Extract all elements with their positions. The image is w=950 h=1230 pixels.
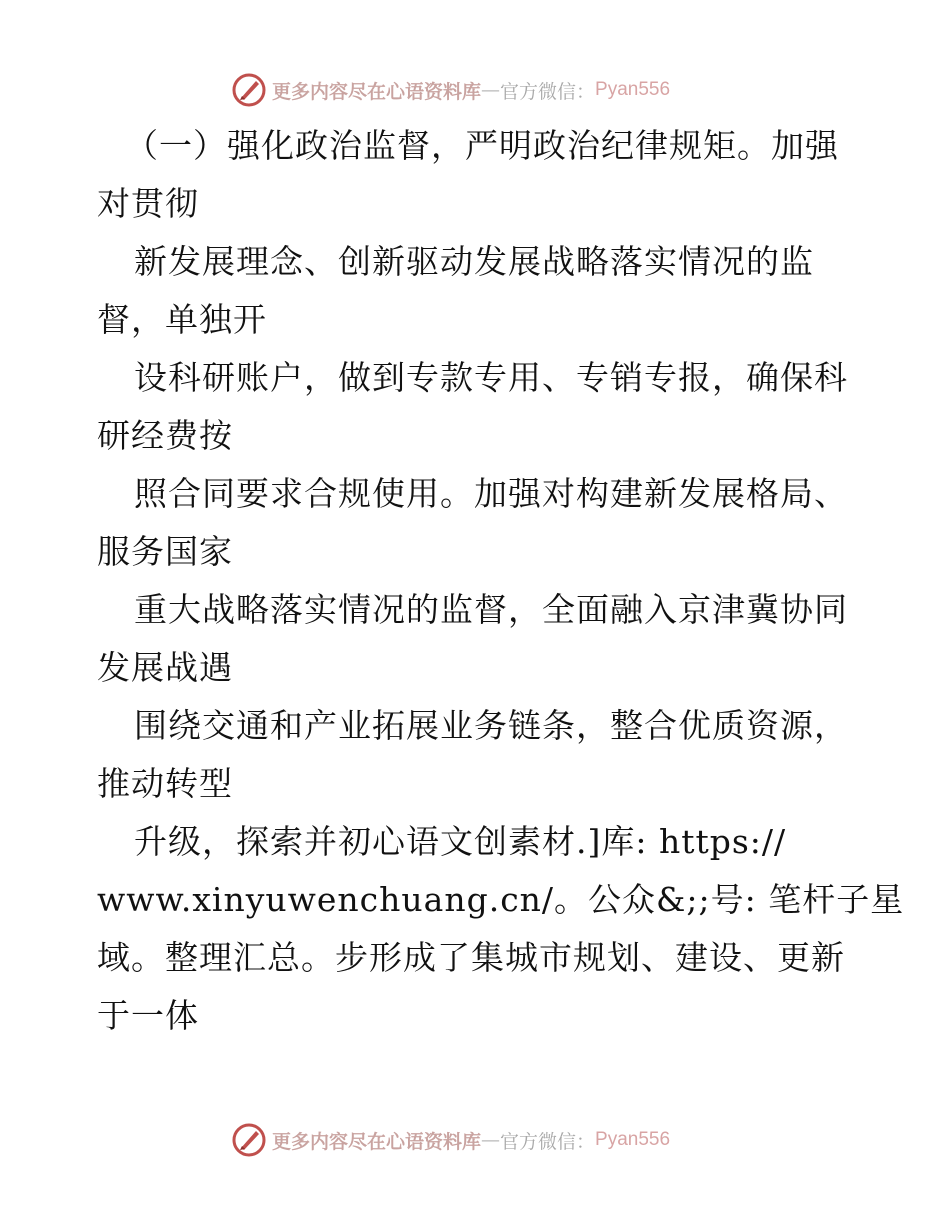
text-line: 域。整理汇总。步形成了集城市规划、建设、更新 bbox=[97, 938, 845, 977]
text-line: 发展战遇 bbox=[97, 648, 233, 687]
text-line: 督，单独开 bbox=[97, 300, 267, 339]
text-line: 于一体 bbox=[97, 996, 199, 1035]
text-line: 对贯彻 bbox=[97, 184, 199, 223]
text-line: www.xinyuwenchuang.cn/。公众&;;号: 笔杆子星 bbox=[97, 880, 905, 919]
text-line: 设科研账户，做到专款专用、专销专报，确保科 bbox=[134, 358, 848, 397]
body-text bbox=[97, 117, 905, 1045]
feather-pen-seal-icon bbox=[232, 73, 266, 107]
text-line: （一）强化政治监督，严明政治纪律规矩。加强 bbox=[125, 126, 839, 165]
footer-watermark-banner bbox=[232, 1120, 670, 1160]
banner-wechat-label: 官方微信： bbox=[500, 80, 596, 103]
text-line: 围绕交通和产业拓展业务链条，整合优质资源， bbox=[134, 706, 848, 745]
banner-wechat-id: Pyan556 bbox=[595, 1129, 671, 1150]
banner-wechat-id: Pyan556 bbox=[595, 79, 671, 100]
banner-main-text: 更多内容尽在心语资料库 bbox=[272, 80, 482, 103]
feather-pen-seal-icon bbox=[232, 1123, 266, 1157]
text-line: 服务国家 bbox=[97, 532, 233, 571]
text-line: 研经费按 bbox=[97, 416, 233, 455]
text-line: 推动转型 bbox=[97, 764, 233, 803]
text-line: 升级，探索并初心语文创素材.]库: https:// bbox=[134, 822, 787, 861]
header-watermark-banner bbox=[232, 70, 670, 110]
text-line: 照合同要求合规使用。加强对构建新发展格局、 bbox=[134, 474, 848, 513]
banner-wechat-label: 官方微信： bbox=[500, 1130, 596, 1153]
text-line: 新发展理念、创新驱动发展战略落实情况的监 bbox=[134, 242, 814, 281]
text-line: 重大战略落实情况的监督，全面融入京津冀协同 bbox=[134, 590, 848, 629]
banner-dash: — bbox=[481, 79, 501, 101]
banner-main-text: 更多内容尽在心语资料库 bbox=[272, 1130, 482, 1153]
banner-dash: — bbox=[481, 1129, 501, 1151]
